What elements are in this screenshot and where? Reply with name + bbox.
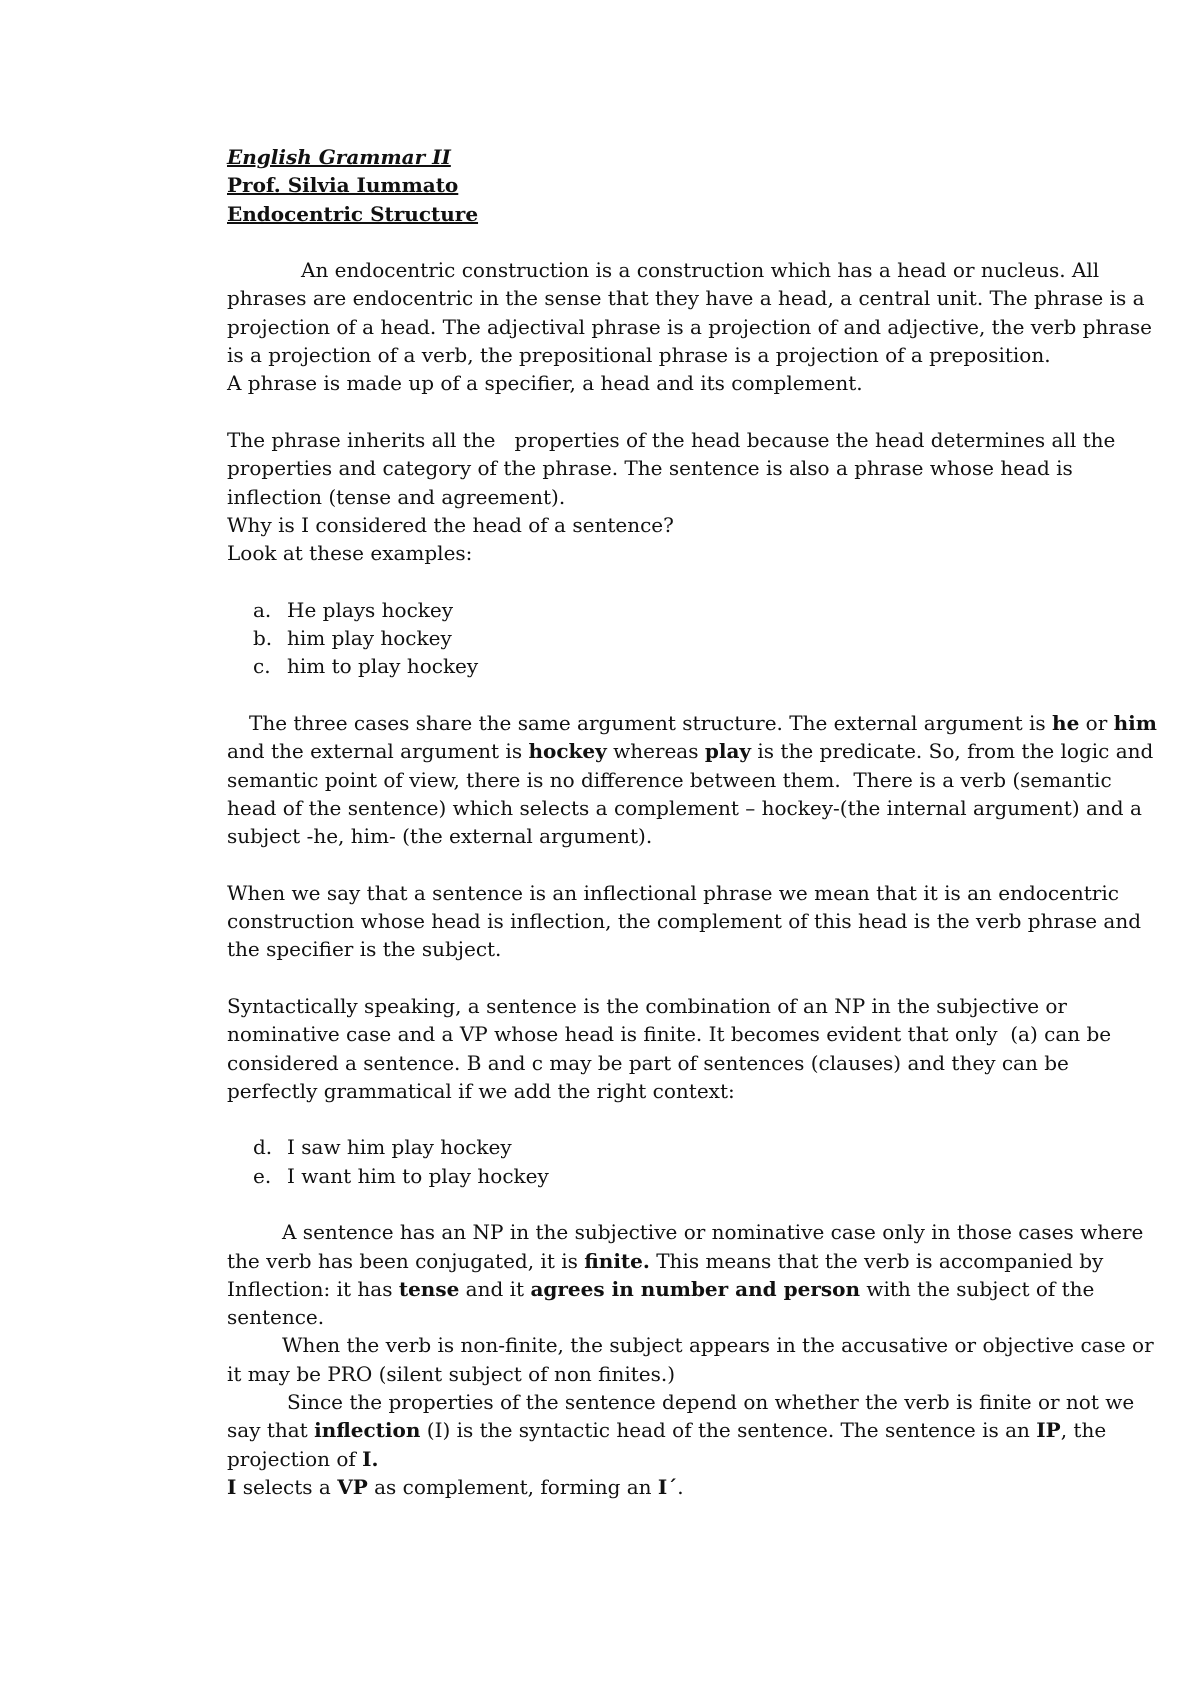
spacer [227,228,1127,256]
text-line [227,737,1154,765]
bold-term: finite. [584,1248,650,1273]
spacer [227,567,1127,595]
text-run: This means that the verb is accompanied by [649,1248,1104,1273]
text-run: and it [459,1276,531,1301]
bold-term: him [1113,710,1157,735]
list-item [227,1133,1127,1161]
document-page [227,143,1157,1501]
spacer [227,1190,1127,1218]
list-marker: e. [253,1163,272,1188]
bold-term: I´ [657,1474,678,1499]
paragraph-endocentric-definition [227,256,1152,397]
text-line: subject -he, him- (the external argument). [227,824,653,849]
bold-term: he [1052,710,1080,735]
bold-term: tense [398,1276,460,1301]
list-marker: a. [253,597,272,622]
text-line: sentence. [227,1305,325,1330]
text-run: . [677,1474,684,1499]
text-line: When the verb is non-finite, the subject appears in the accusative or objective case or [282,1333,1154,1358]
list-marker: c. [253,654,271,679]
list-item-text: I saw him play hockey [287,1135,512,1160]
text-run: whereas [606,739,705,764]
text-run: (I) is the syntactic head of the sentence. The sentence is an [420,1418,1037,1443]
text-run: projection of [227,1446,363,1471]
text-run: as complement, forming an [367,1474,658,1499]
bold-term: VP [337,1474,368,1499]
list-marker: b. [253,626,273,651]
text-line: A phrase is made up of a specifier, a head and its complement. [227,371,863,396]
example-list-1 [227,596,1127,681]
topic-title: Endocentric Structure [227,201,479,226]
bold-term: agrees in number and person [530,1276,860,1301]
list-item-text: I want him to play hockey [287,1163,549,1188]
text-run: say that [227,1418,315,1443]
text-line: properties and category of the phrase. The sentence is also a phrase whose head is [227,456,1073,481]
text-line: The phrase inherits all the properties of the head because the head determines all the [227,427,1116,452]
bold-term: hockey [528,739,607,764]
professor-name: Prof. Silvia Iummato [227,173,459,198]
text-line: Since the properties of the sentence depend on whether the verb is finite or not we [287,1390,1135,1415]
text-line: the specifier is the subject. [227,937,502,962]
text-line: Why is I considered the head of a sentence? [227,512,674,537]
spacer [227,964,1127,992]
text-line: perfectly grammatical if we add the right context: [227,1078,735,1103]
example-list-2 [227,1133,1127,1190]
text-line [227,1473,1127,1501]
text-line: head of the sentence) which selects a complement – hockey-(the internal argument) and a [227,795,1142,820]
text-line [227,1445,1127,1473]
text-line: is a projection of a verb, the prepositional phrase is a projection of a preposition. [227,343,1051,368]
text-line [227,1416,1127,1444]
text-line: considered a sentence. B and c may be part of sentences (clauses) and they can be [227,1050,1069,1075]
text-line: A sentence has an NP in the subjective or nominative case only in those cases where [282,1220,1144,1245]
text-line: Look at these examples: [227,541,473,566]
text-run: with the subject of the [860,1276,1095,1301]
paragraph-inflectional-phrase [227,879,1142,964]
text-line [227,1275,1127,1303]
spacer [227,1105,1127,1133]
paragraph-syntactic [227,992,1127,1105]
list-item-text: He plays hockey [287,597,454,622]
spacer [227,850,1127,878]
bold-term: play [704,739,752,764]
paragraph-inheritance [227,426,1127,567]
list-marker: d. [253,1135,273,1160]
paragraph-argument-structure [227,709,1157,850]
text-line: phrases are endocentric in the sense that they have a head, a central unit. The phrase is a [227,286,1145,311]
list-item [227,652,1127,680]
text-line: inflection (tense and agreement). [227,484,566,509]
text-line: An endocentric construction is a construction which has a head or nucleus. All [301,258,1100,283]
course-title: English Grammar II [227,145,451,169]
list-item [227,596,1127,624]
text-line: construction whose head is inflection, the complement of this head is the verb phrase and [227,909,1142,934]
text-line [227,709,1157,737]
list-item [227,1162,1127,1190]
bold-term: I. [362,1446,379,1471]
text-run: the verb has been conjugated, it is [227,1248,585,1273]
list-item-text: him play hockey [287,626,452,651]
text-line: When we say that a sentence is an inflectional phrase we mean that it is an endocentric [227,880,1119,905]
text-run: selects a [236,1474,338,1499]
text-line: it may be PRO (silent subject of non finites.) [227,1361,676,1386]
text-run: The three cases share the same argument structure. The external argument is [249,710,1053,735]
spacer [227,681,1127,709]
bold-term: I [227,1474,237,1499]
bold-term: IP [1036,1418,1061,1443]
text-line: nominative case and a VP whose head is finite. It becomes evident that only (a) can be [227,1022,1112,1047]
bold-term: inflection [314,1418,421,1443]
spacer [227,398,1127,426]
list-item-text: him to play hockey [287,654,479,679]
text-run: , the [1060,1418,1107,1443]
list-item [227,624,1127,652]
text-run: or [1079,710,1114,735]
text-run: Inflection: it has [227,1276,399,1301]
text-run: is the predicate. So, from the logic and [751,739,1154,764]
text-run: and the external argument is [227,739,529,764]
text-line [227,1247,1127,1275]
paragraph-finite [227,1218,1154,1501]
text-line: Syntactically speaking, a sentence is the combination of an NP in the subjective or [227,993,1067,1018]
text-line: semantic point of view, there is no difference between them. There is a verb (semantic [227,767,1112,792]
text-line: projection of a head. The adjectival phrase is a projection of and adjective, the verb phrase [227,314,1152,339]
